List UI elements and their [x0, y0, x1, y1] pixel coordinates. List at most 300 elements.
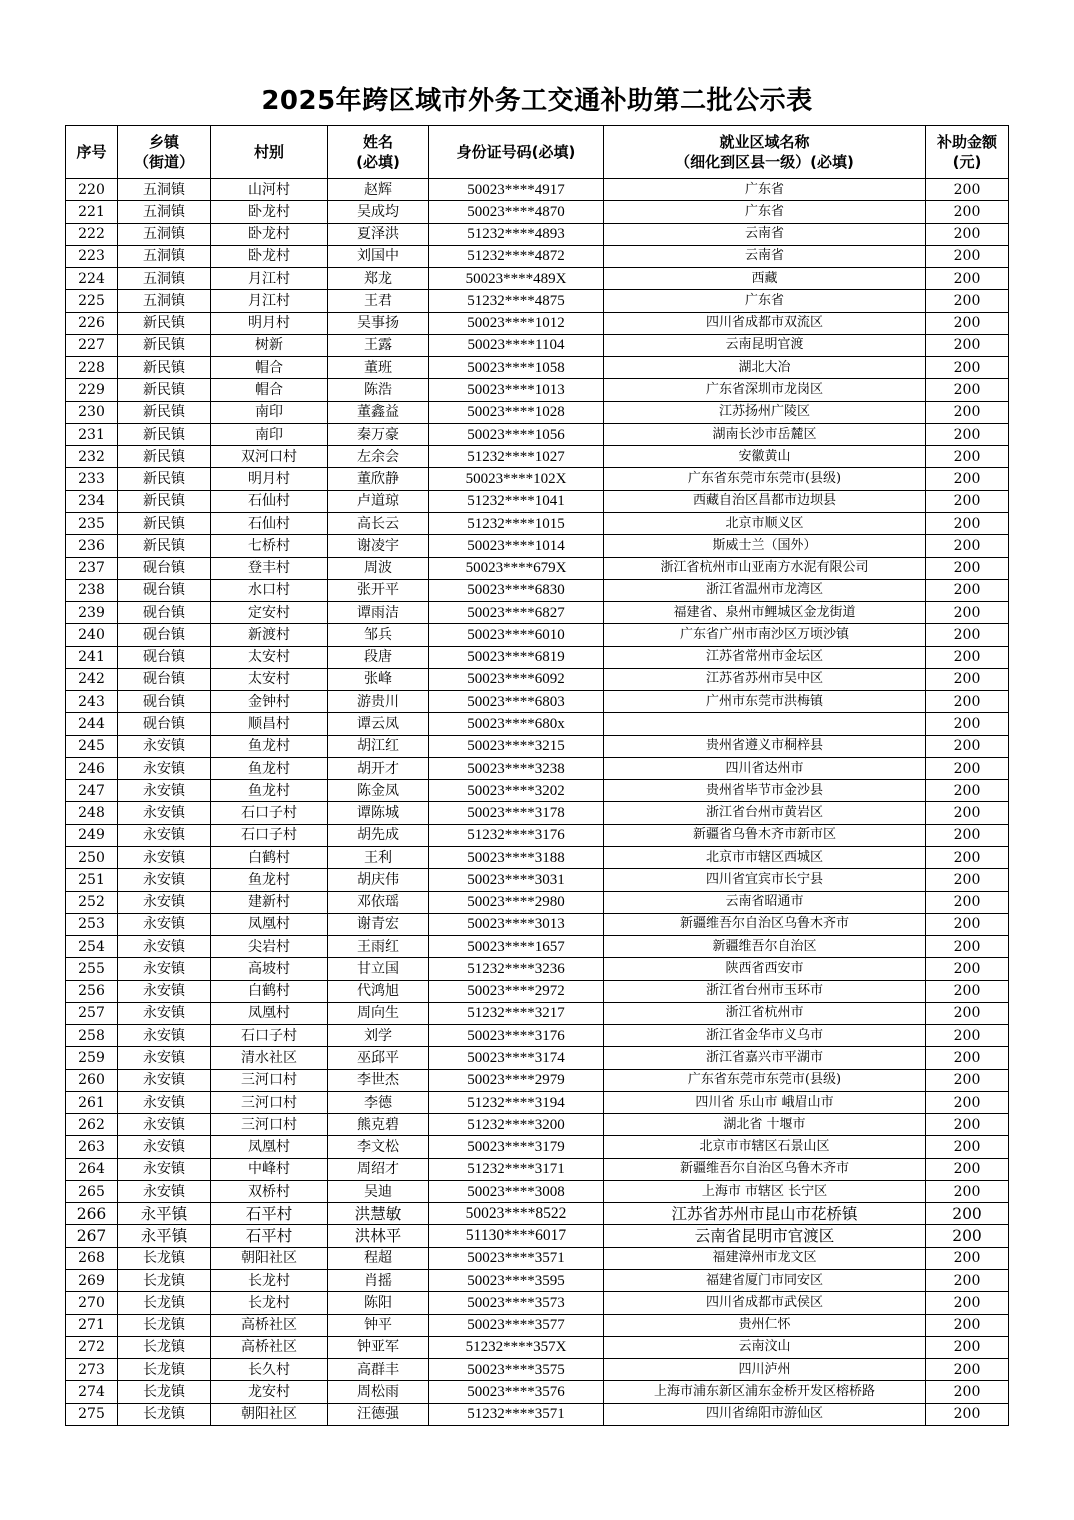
cell-village: 凤凰村	[211, 1002, 328, 1024]
cell-seq: 247	[66, 780, 118, 802]
cell-name: 陈金凤	[328, 780, 429, 802]
table-row	[66, 1270, 1009, 1292]
cell-seq: 269	[66, 1270, 118, 1292]
cell-id: 51232****3200	[429, 1114, 604, 1136]
cell-seq: 267	[66, 1225, 118, 1247]
cell-area: 贵州仁怀	[604, 1314, 926, 1336]
cell-area: 上海市浦东新区浦东金桥开发区榕桥路	[604, 1381, 926, 1403]
cell-name: 谢青宏	[328, 913, 429, 935]
header-area	[604, 126, 926, 179]
cell-name: 王利	[328, 846, 429, 868]
table-row	[66, 579, 1009, 601]
cell-id: 50023****6819	[429, 646, 604, 668]
header-seq-label: 序号	[76, 143, 107, 161]
cell-seq: 246	[66, 757, 118, 779]
table-row	[66, 223, 1009, 245]
cell-village: 金钟村	[211, 691, 328, 713]
cell-town: 新民镇	[118, 312, 211, 334]
cell-area: 广东省深圳市龙岗区	[604, 379, 926, 401]
cell-village: 水口村	[211, 579, 328, 601]
cell-seq: 233	[66, 468, 118, 490]
cell-id: 50023****3188	[429, 846, 604, 868]
cell-area: 广东省东莞市东莞市(县级)	[604, 468, 926, 490]
cell-name: 董欣静	[328, 468, 429, 490]
header-name-label: 姓名	[362, 133, 393, 151]
cell-name: 吴成均	[328, 201, 429, 223]
cell-name: 胡开才	[328, 757, 429, 779]
cell-village: 太安村	[211, 668, 328, 690]
cell-amount: 200	[926, 1002, 1009, 1024]
cell-id: 50023****3013	[429, 913, 604, 935]
cell-area: 陕西省西安市	[604, 958, 926, 980]
cell-amount: 200	[926, 1225, 1009, 1247]
cell-id: 51232****4893	[429, 223, 604, 245]
cell-amount: 200	[926, 512, 1009, 534]
cell-village: 月江村	[211, 290, 328, 312]
table-row	[66, 1247, 1009, 1269]
cell-village: 中峰村	[211, 1158, 328, 1180]
cell-seq: 242	[66, 668, 118, 690]
cell-seq: 236	[66, 535, 118, 557]
cell-village: 鱼龙村	[211, 780, 328, 802]
cell-id: 50023****2980	[429, 891, 604, 913]
cell-area: 广东省广州市南沙区万顷沙镇	[604, 624, 926, 646]
cell-id: 50023****6830	[429, 579, 604, 601]
cell-amount: 200	[926, 1136, 1009, 1158]
table-row	[66, 668, 1009, 690]
table-row	[66, 735, 1009, 757]
cell-id: 50023****3573	[429, 1292, 604, 1314]
cell-amount: 200	[926, 201, 1009, 223]
cell-seq: 255	[66, 958, 118, 980]
cell-name: 汪德强	[328, 1403, 429, 1425]
cell-seq: 234	[66, 490, 118, 512]
cell-village: 高坡村	[211, 958, 328, 980]
cell-village: 尖岩村	[211, 936, 328, 958]
cell-town: 新民镇	[118, 535, 211, 557]
cell-village: 建新村	[211, 891, 328, 913]
cell-amount: 200	[926, 1025, 1009, 1047]
cell-seq: 268	[66, 1247, 118, 1269]
cell-id: 50023****3215	[429, 735, 604, 757]
cell-town: 永安镇	[118, 913, 211, 935]
cell-seq: 253	[66, 913, 118, 935]
cell-id: 50023****1012	[429, 312, 604, 334]
table-row	[66, 512, 1009, 534]
cell-area: 福建省厦门市同安区	[604, 1270, 926, 1292]
cell-seq: 261	[66, 1091, 118, 1113]
header-village-label: 村别	[253, 143, 284, 161]
table-row	[66, 446, 1009, 468]
cell-town: 新民镇	[118, 357, 211, 379]
cell-amount: 200	[926, 1359, 1009, 1381]
cell-name: 左余会	[328, 446, 429, 468]
cell-name: 高群丰	[328, 1359, 429, 1381]
cell-area: 浙江省台州市黄岩区	[604, 802, 926, 824]
cell-area: 云南省昭通市	[604, 891, 926, 913]
cell-area: 上海市 市辖区 长宁区	[604, 1180, 926, 1202]
cell-name: 夏泽洪	[328, 223, 429, 245]
cell-name: 甘立国	[328, 958, 429, 980]
cell-area: 四川省绵阳市游仙区	[604, 1403, 926, 1425]
cell-village: 帽合	[211, 357, 328, 379]
table-row	[66, 691, 1009, 713]
table-row	[66, 1069, 1009, 1091]
cell-area: 四川省 乐山市 峨眉山市	[604, 1091, 926, 1113]
cell-village: 清水社区	[211, 1047, 328, 1069]
table-row	[66, 713, 1009, 735]
header-name-sub: (必填)	[356, 153, 400, 171]
cell-id: 51232****357X	[429, 1336, 604, 1358]
cell-village: 新渡村	[211, 624, 328, 646]
cell-area: 浙江省嘉兴市平湖市	[604, 1047, 926, 1069]
cell-name: 卢道琼	[328, 490, 429, 512]
cell-town: 五洞镇	[118, 179, 211, 201]
cell-village: 白鹤村	[211, 980, 328, 1002]
cell-area: 广东省东莞市东莞市(县级)	[604, 1069, 926, 1091]
header-village	[211, 126, 328, 179]
cell-name: 洪慧敏	[328, 1203, 429, 1225]
cell-id: 50023****3202	[429, 780, 604, 802]
table-row	[66, 869, 1009, 891]
cell-village: 三河口村	[211, 1114, 328, 1136]
cell-area	[604, 713, 926, 735]
cell-town: 新民镇	[118, 446, 211, 468]
cell-name: 李德	[328, 1091, 429, 1113]
cell-amount: 200	[926, 936, 1009, 958]
table-row	[66, 980, 1009, 1002]
cell-seq: 275	[66, 1403, 118, 1425]
cell-town: 新民镇	[118, 468, 211, 490]
cell-area: 湖北大冶	[604, 357, 926, 379]
table-row	[66, 958, 1009, 980]
cell-village: 卧龙村	[211, 223, 328, 245]
cell-town: 新民镇	[118, 512, 211, 534]
cell-name: 李世杰	[328, 1069, 429, 1091]
cell-town: 永安镇	[118, 846, 211, 868]
cell-amount: 200	[926, 1292, 1009, 1314]
cell-name: 李文松	[328, 1136, 429, 1158]
cell-id: 50023****3008	[429, 1180, 604, 1202]
table-row	[66, 490, 1009, 512]
cell-village: 凤凰村	[211, 913, 328, 935]
cell-town: 新民镇	[118, 423, 211, 445]
cell-name: 周松雨	[328, 1381, 429, 1403]
cell-village: 长龙村	[211, 1292, 328, 1314]
cell-id: 51232****4875	[429, 290, 604, 312]
cell-area: 广州市东莞市洪梅镇	[604, 691, 926, 713]
cell-town: 永安镇	[118, 1091, 211, 1113]
cell-town: 永安镇	[118, 1047, 211, 1069]
cell-id: 51232****1041	[429, 490, 604, 512]
table-row	[66, 334, 1009, 356]
cell-seq: 239	[66, 602, 118, 624]
cell-amount: 200	[926, 1047, 1009, 1069]
cell-amount: 200	[926, 579, 1009, 601]
cell-amount: 200	[926, 780, 1009, 802]
cell-village: 白鹤村	[211, 846, 328, 868]
cell-id: 50023****6827	[429, 602, 604, 624]
cell-amount: 200	[926, 468, 1009, 490]
cell-id: 50023****6010	[429, 624, 604, 646]
cell-amount: 200	[926, 913, 1009, 935]
cell-village: 石口子村	[211, 824, 328, 846]
cell-town: 永安镇	[118, 802, 211, 824]
cell-area: 浙江省杭州市山亚南方水泥有限公司	[604, 557, 926, 579]
cell-area: 新疆维吾尔自治区乌鲁木齐市	[604, 1158, 926, 1180]
cell-name: 游贵川	[328, 691, 429, 713]
cell-area: 湖北省 十堰市	[604, 1114, 926, 1136]
cell-area: 新疆省乌鲁木齐市新市区	[604, 824, 926, 846]
cell-area: 广东省	[604, 201, 926, 223]
cell-village: 石平村	[211, 1225, 328, 1247]
cell-town: 永安镇	[118, 891, 211, 913]
header-row	[66, 126, 1009, 179]
cell-amount: 200	[926, 1381, 1009, 1403]
cell-amount: 200	[926, 691, 1009, 713]
cell-amount: 200	[926, 1314, 1009, 1336]
cell-town: 五洞镇	[118, 245, 211, 267]
table-row	[66, 290, 1009, 312]
cell-name: 熊克碧	[328, 1114, 429, 1136]
cell-amount: 200	[926, 757, 1009, 779]
cell-village: 双河口村	[211, 446, 328, 468]
cell-amount: 200	[926, 245, 1009, 267]
cell-area: 四川省达州市	[604, 757, 926, 779]
cell-id: 51130****6017	[429, 1225, 604, 1247]
cell-seq: 225	[66, 290, 118, 312]
cell-town: 砚台镇	[118, 713, 211, 735]
cell-name: 胡先成	[328, 824, 429, 846]
cell-id: 50023****4917	[429, 179, 604, 201]
cell-amount: 200	[926, 1247, 1009, 1269]
cell-town: 砚台镇	[118, 646, 211, 668]
cell-id: 51232****3176	[429, 824, 604, 846]
table-row	[66, 913, 1009, 935]
cell-amount: 200	[926, 958, 1009, 980]
cell-seq: 252	[66, 891, 118, 913]
cell-seq: 274	[66, 1381, 118, 1403]
cell-name: 肖摇	[328, 1270, 429, 1292]
cell-area: 江苏省常州市金坛区	[604, 646, 926, 668]
cell-name: 胡庆伟	[328, 869, 429, 891]
cell-amount: 200	[926, 602, 1009, 624]
cell-seq: 270	[66, 1292, 118, 1314]
cell-amount: 200	[926, 379, 1009, 401]
cell-village: 顺昌村	[211, 713, 328, 735]
cell-area: 斯威士兰（国外）	[604, 535, 926, 557]
header-town-sub: （街道）	[133, 153, 194, 171]
cell-village: 石口子村	[211, 1025, 328, 1047]
cell-name: 张峰	[328, 668, 429, 690]
cell-seq: 231	[66, 423, 118, 445]
cell-area: 北京市市辖区石景山区	[604, 1136, 926, 1158]
cell-name: 谢凌宇	[328, 535, 429, 557]
cell-name: 周绍才	[328, 1158, 429, 1180]
table-row	[66, 1336, 1009, 1358]
cell-town: 砚台镇	[118, 668, 211, 690]
cell-name: 秦万豪	[328, 423, 429, 445]
cell-name: 巫邱平	[328, 1047, 429, 1069]
cell-area: 四川省成都市双流区	[604, 312, 926, 334]
cell-town: 新民镇	[118, 401, 211, 423]
table-row	[66, 1203, 1009, 1225]
table-row	[66, 1136, 1009, 1158]
cell-id: 50023****1058	[429, 357, 604, 379]
cell-town: 永安镇	[118, 757, 211, 779]
cell-town: 长龙镇	[118, 1314, 211, 1336]
cell-seq: 229	[66, 379, 118, 401]
cell-town: 永安镇	[118, 958, 211, 980]
cell-village: 明月村	[211, 312, 328, 334]
cell-town: 永安镇	[118, 1002, 211, 1024]
cell-seq: 257	[66, 1002, 118, 1024]
cell-amount: 200	[926, 446, 1009, 468]
table-row	[66, 1114, 1009, 1136]
cell-village: 帽合	[211, 379, 328, 401]
cell-area: 西藏自治区昌都市边坝县	[604, 490, 926, 512]
cell-area: 新疆维吾尔自治区	[604, 936, 926, 958]
table-row	[66, 1381, 1009, 1403]
cell-area: 江苏扬州广陵区	[604, 401, 926, 423]
cell-area: 浙江省杭州市	[604, 1002, 926, 1024]
cell-village: 三河口村	[211, 1091, 328, 1113]
cell-town: 永安镇	[118, 936, 211, 958]
cell-town: 永安镇	[118, 780, 211, 802]
cell-id: 50023****1028	[429, 401, 604, 423]
cell-amount: 200	[926, 179, 1009, 201]
cell-id: 51232****4872	[429, 245, 604, 267]
cell-area: 云南昆明官渡	[604, 334, 926, 356]
cell-town: 永平镇	[118, 1225, 211, 1247]
cell-amount: 200	[926, 290, 1009, 312]
cell-id: 50023****3577	[429, 1314, 604, 1336]
cell-town: 永安镇	[118, 824, 211, 846]
cell-amount: 200	[926, 535, 1009, 557]
cell-name: 周向生	[328, 1002, 429, 1024]
cell-village: 卧龙村	[211, 245, 328, 267]
cell-village: 高桥社区	[211, 1336, 328, 1358]
cell-amount: 200	[926, 1158, 1009, 1180]
cell-id: 50023****1014	[429, 535, 604, 557]
cell-town: 长龙镇	[118, 1359, 211, 1381]
cell-town: 新民镇	[118, 490, 211, 512]
cell-seq: 248	[66, 802, 118, 824]
table-row	[66, 602, 1009, 624]
cell-amount: 200	[926, 1114, 1009, 1136]
cell-amount: 200	[926, 802, 1009, 824]
cell-town: 五洞镇	[118, 223, 211, 245]
cell-id: 51232****3571	[429, 1403, 604, 1425]
table-row	[66, 1225, 1009, 1247]
cell-amount: 200	[926, 1336, 1009, 1358]
cell-seq: 259	[66, 1047, 118, 1069]
table-row	[66, 1025, 1009, 1047]
cell-village: 南印	[211, 401, 328, 423]
cell-town: 长龙镇	[118, 1336, 211, 1358]
cell-area: 贵州省毕节市金沙县	[604, 780, 926, 802]
cell-id: 50023****1657	[429, 936, 604, 958]
cell-village: 定安村	[211, 602, 328, 624]
cell-town: 永安镇	[118, 980, 211, 1002]
cell-amount: 200	[926, 846, 1009, 868]
cell-village: 南印	[211, 423, 328, 445]
cell-id: 50023****3179	[429, 1136, 604, 1158]
cell-id: 50023****2972	[429, 980, 604, 1002]
table-row	[66, 891, 1009, 913]
cell-seq: 226	[66, 312, 118, 334]
cell-name: 代鸿旭	[328, 980, 429, 1002]
cell-id: 50023****6092	[429, 668, 604, 690]
cell-name: 刘国中	[328, 245, 429, 267]
table-row	[66, 557, 1009, 579]
cell-village: 石平村	[211, 1203, 328, 1225]
cell-amount: 200	[926, 1091, 1009, 1113]
cell-seq: 230	[66, 401, 118, 423]
cell-id: 50023****102X	[429, 468, 604, 490]
cell-id: 50023****1104	[429, 334, 604, 356]
cell-town: 砚台镇	[118, 691, 211, 713]
cell-seq: 272	[66, 1336, 118, 1358]
cell-area: 广东省	[604, 179, 926, 201]
cell-amount: 200	[926, 423, 1009, 445]
cell-seq: 227	[66, 334, 118, 356]
cell-seq: 238	[66, 579, 118, 601]
cell-town: 永安镇	[118, 735, 211, 757]
cell-seq: 266	[66, 1203, 118, 1225]
cell-town: 永安镇	[118, 869, 211, 891]
cell-seq: 254	[66, 936, 118, 958]
table-row	[66, 379, 1009, 401]
cell-amount: 200	[926, 891, 1009, 913]
cell-seq: 222	[66, 223, 118, 245]
cell-name: 陈浩	[328, 379, 429, 401]
cell-amount: 200	[926, 334, 1009, 356]
cell-area: 福建漳州市龙文区	[604, 1247, 926, 1269]
cell-seq: 235	[66, 512, 118, 534]
table-row	[66, 1292, 1009, 1314]
cell-village: 山河村	[211, 179, 328, 201]
cell-area: 四川省成都市武侯区	[604, 1292, 926, 1314]
cell-village: 卧龙村	[211, 201, 328, 223]
cell-town: 五洞镇	[118, 201, 211, 223]
cell-name: 周波	[328, 557, 429, 579]
cell-id: 51232****3217	[429, 1002, 604, 1024]
table-row	[66, 245, 1009, 267]
cell-town: 永安镇	[118, 1025, 211, 1047]
cell-town: 新民镇	[118, 379, 211, 401]
cell-area: 贵州省遵义市桐梓县	[604, 735, 926, 757]
table-row	[66, 780, 1009, 802]
cell-seq: 224	[66, 268, 118, 290]
cell-seq: 250	[66, 846, 118, 868]
cell-amount: 200	[926, 401, 1009, 423]
header-amount	[926, 126, 1009, 179]
cell-village: 鱼龙村	[211, 757, 328, 779]
cell-id: 50023****6803	[429, 691, 604, 713]
cell-area: 云南省昆明市官渡区	[604, 1225, 926, 1247]
cell-id: 50023****3238	[429, 757, 604, 779]
cell-village: 双桥村	[211, 1180, 328, 1202]
cell-area: 西藏	[604, 268, 926, 290]
cell-name: 段唐	[328, 646, 429, 668]
cell-name: 高长云	[328, 512, 429, 534]
table-row	[66, 802, 1009, 824]
cell-town: 永安镇	[118, 1069, 211, 1091]
cell-name: 吴迪	[328, 1180, 429, 1202]
table-row	[66, 401, 1009, 423]
cell-name: 吴事扬	[328, 312, 429, 334]
